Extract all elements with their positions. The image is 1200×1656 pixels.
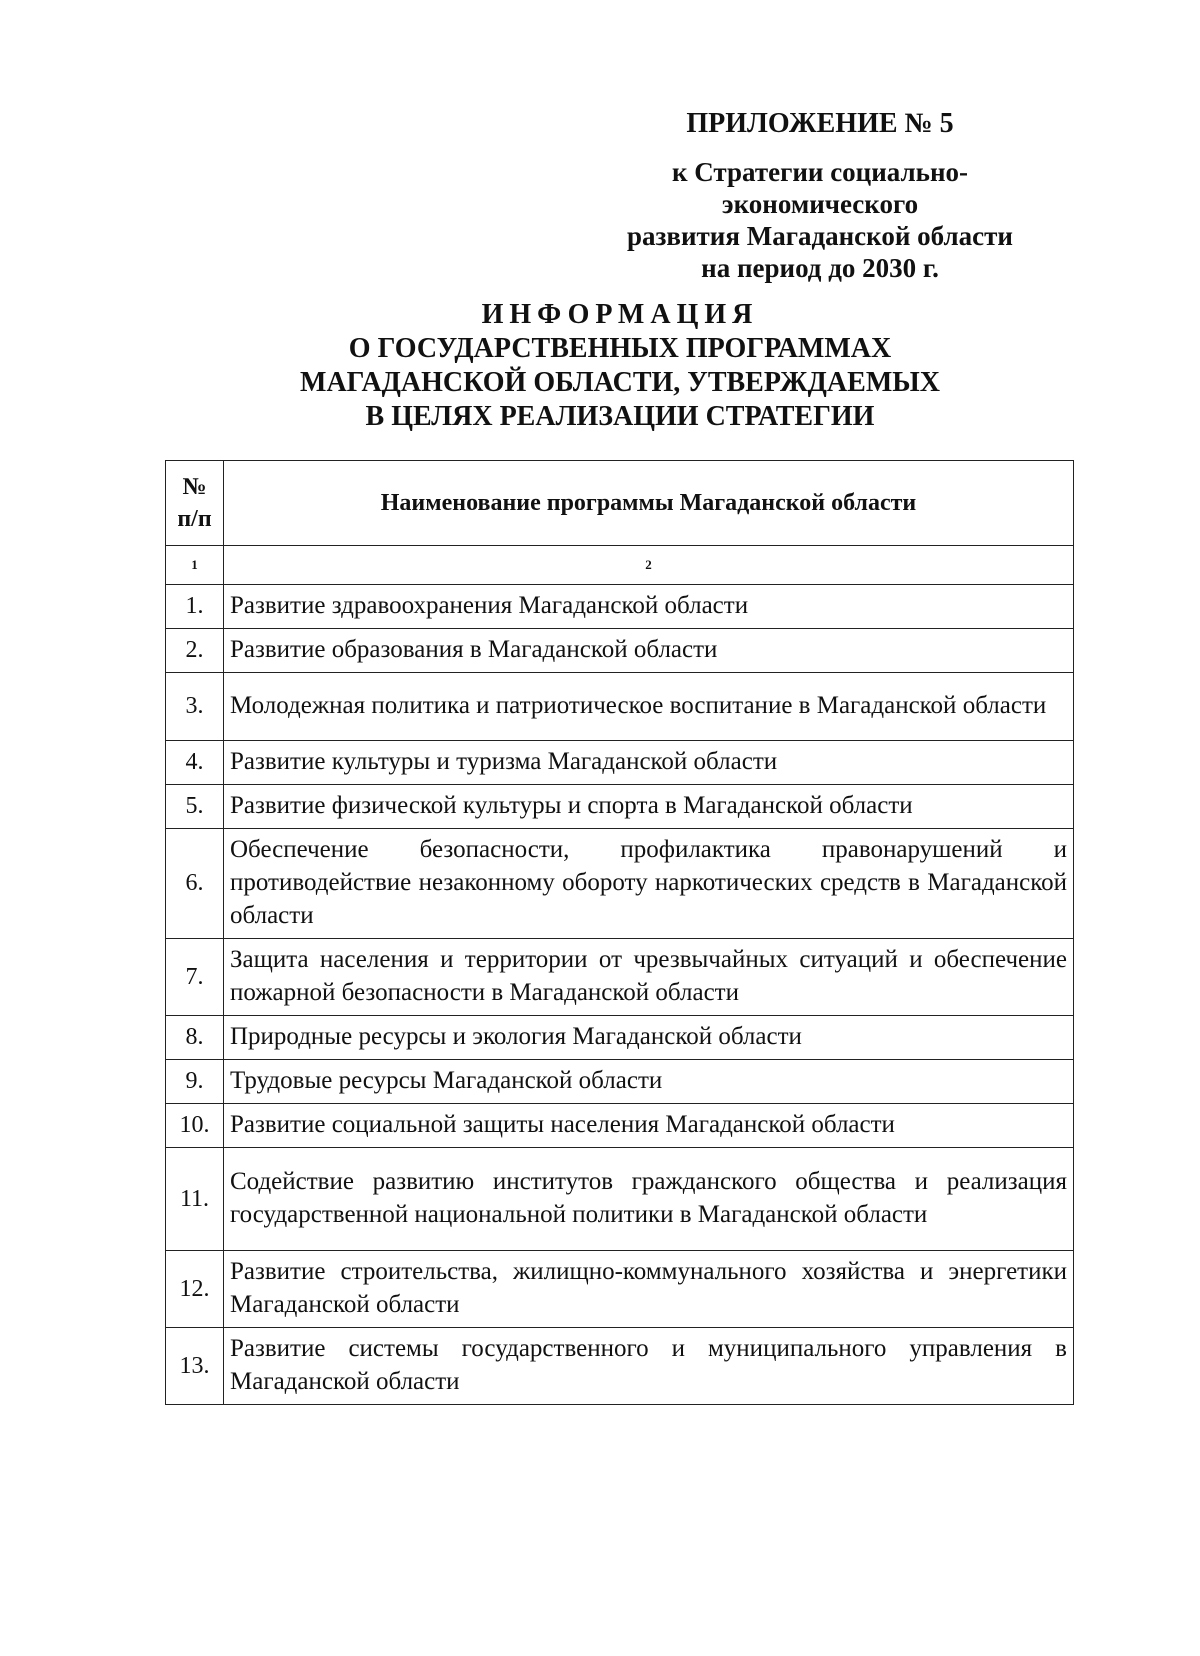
row-program-name: Развитие системы государственного и муниципального управления в Магаданской области <box>224 1328 1074 1405</box>
table-row <box>166 1328 1074 1405</box>
row-program-name: Развитие физической культуры и спорта в Магаданской области <box>224 785 1074 829</box>
table-row <box>166 673 1074 741</box>
table-row <box>166 1104 1074 1148</box>
appendix-line: на период до 2030 г. <box>701 253 939 283</box>
column-index-cell: 1 <box>166 546 224 585</box>
header-number-symbol: № <box>182 474 207 500</box>
row-number: 11. <box>166 1148 224 1251</box>
title-line: О ГОСУДАРСТВЕННЫХ ПРОГРАММАХ <box>348 333 892 364</box>
title-line: ИНФОРМАЦИЯ <box>481 299 759 330</box>
row-program-name: Молодежная политика и патриотическое воспитание в Магаданской области <box>224 673 1074 741</box>
row-program-name: Развитие строительства, жилищно-коммунального хозяйства и энергетики Магаданской области <box>224 1251 1074 1328</box>
document-title <box>160 298 1080 434</box>
table-row <box>166 1251 1074 1328</box>
column-index-cell: 2 <box>224 546 1074 585</box>
table-row <box>166 585 1074 629</box>
row-number: 9. <box>166 1060 224 1104</box>
table-row <box>166 939 1074 1016</box>
table-row <box>166 741 1074 785</box>
row-number: 7. <box>166 939 224 1016</box>
row-number: 8. <box>166 1016 224 1060</box>
row-program-name: Содействие развитию институтов гражданского общества и реализация государственной национальной политики в Магаданской области <box>224 1148 1074 1251</box>
table-row <box>166 1148 1074 1251</box>
appendix-line: экономического <box>721 189 919 219</box>
table-row <box>166 1060 1074 1104</box>
appendix-line: развития Магаданской области <box>627 221 1013 251</box>
programs-table <box>165 460 1074 1405</box>
row-number: 13. <box>166 1328 224 1405</box>
title-line: МАГАДАНСКОЙ ОБЛАСТИ, УТВЕРЖДАЕМЫХ <box>300 367 940 398</box>
table-row <box>166 629 1074 673</box>
row-program-name: Развитие социальной защиты населения Магаданской области <box>224 1104 1074 1148</box>
row-number: 3. <box>166 673 224 741</box>
table-row <box>166 829 1074 939</box>
row-number: 12. <box>166 1251 224 1328</box>
header-number-abbr: п/п <box>177 506 212 532</box>
row-number: 10. <box>166 1104 224 1148</box>
appendix-title: ПРИЛОЖЕНИЕ № 5 <box>686 108 954 139</box>
row-program-name: Природные ресурсы и экология Магаданской области <box>224 1016 1074 1060</box>
row-number: 1. <box>166 585 224 629</box>
row-program-name: Развитие культуры и туризма Магаданской области <box>224 741 1074 785</box>
row-program-name: Развитие образования в Магаданской области <box>224 629 1074 673</box>
table-header-row <box>166 461 1074 546</box>
row-number: 2. <box>166 629 224 673</box>
row-number: 4. <box>166 741 224 785</box>
appendix-line: к Стратегии социально- <box>671 157 969 187</box>
table-row <box>166 785 1074 829</box>
header-number <box>166 461 224 546</box>
row-program-name: Трудовые ресурсы Магаданской области <box>224 1060 1074 1104</box>
title-line: В ЦЕЛЯХ РЕАЛИЗАЦИИ СТРАТЕГИИ <box>365 401 875 432</box>
table-row <box>166 1016 1074 1060</box>
header-program-name: Наименование программы Магаданской области <box>224 461 1074 546</box>
column-index-row <box>166 546 1074 585</box>
row-number: 6. <box>166 829 224 939</box>
row-program-name: Обеспечение безопасности, профилактика правонарушений и противодействие незаконному обороту наркотических средств в Магаданской области <box>224 829 1074 939</box>
appendix-header <box>560 108 1080 284</box>
row-number: 5. <box>166 785 224 829</box>
row-program-name: Развитие здравоохранения Магаданской области <box>224 585 1074 629</box>
row-program-name: Защита населения и территории от чрезвычайных ситуаций и обеспечение пожарной безопасности в Магаданской области <box>224 939 1074 1016</box>
